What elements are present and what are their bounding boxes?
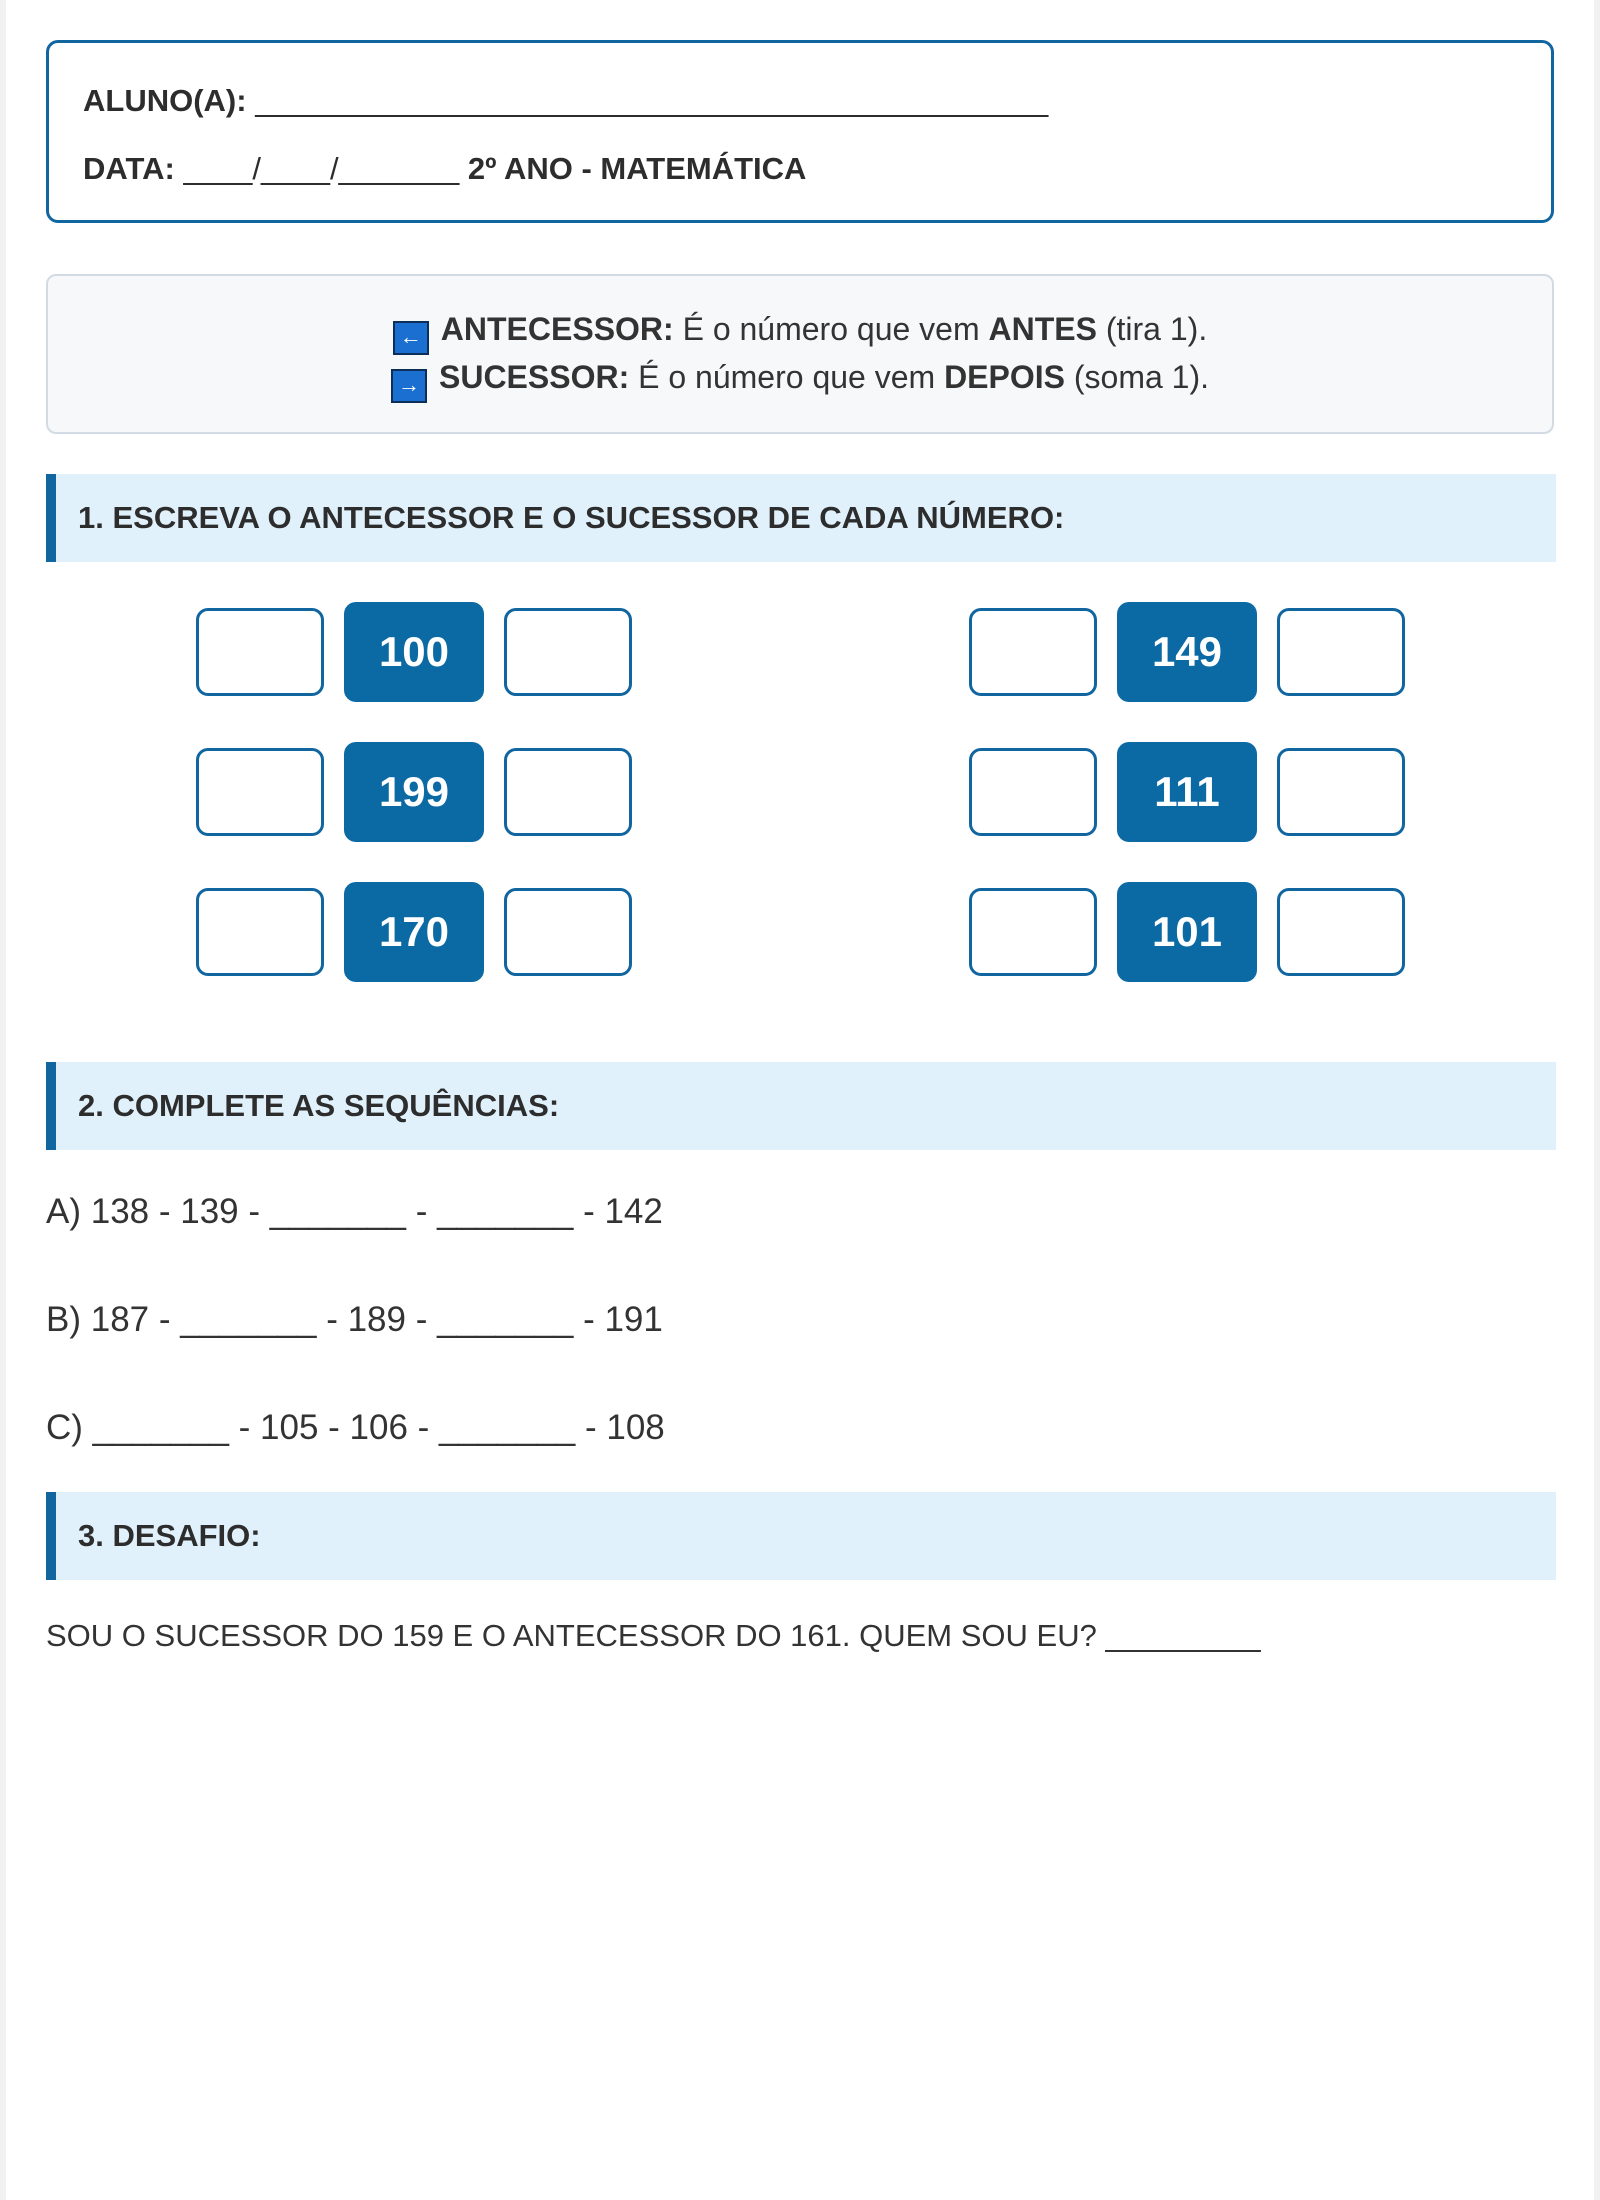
- antecessor-answer-box[interactable]: [196, 748, 324, 836]
- number-box: 100: [344, 602, 484, 702]
- sucessor-term: SUCESSOR:: [438, 359, 630, 395]
- student-name-field[interactable]: ______________________________________________: [255, 83, 1049, 118]
- number-box: 101: [1117, 882, 1257, 982]
- student-label: ALUNO(A):: [83, 83, 247, 118]
- sequence-c[interactable]: C) _______ - 105 - 106 - _______ - 108: [46, 1408, 665, 1447]
- number-box: 111: [1117, 742, 1257, 842]
- challenge-question[interactable]: SOU O SUCESSOR DO 159 E O ANTECESSOR DO 161. QUEM SOU EU? _________: [46, 1618, 1261, 1653]
- number-box: 149: [1117, 602, 1257, 702]
- antecessor-term: ANTECESSOR:: [440, 311, 674, 347]
- number-box: 170: [344, 882, 484, 982]
- sequence-a[interactable]: A) 138 - 139 - _______ - _______ - 142: [46, 1192, 663, 1231]
- section1-title: 1. ESCREVA O ANTECESSOR E O SUCESSOR DE CADA NÚMERO:: [78, 500, 1065, 535]
- sucessor-answer-box[interactable]: [504, 888, 632, 976]
- sucessor-definition: [48, 359, 1552, 403]
- section2-title: 2. COMPLETE AS SEQUÊNCIAS:: [78, 1088, 560, 1123]
- sucessor-emphasis: DEPOIS: [944, 359, 1065, 395]
- antecessor-answer-box[interactable]: [969, 888, 1097, 976]
- section3-title: 3. DESAFIO:: [78, 1518, 261, 1553]
- date-label: DATA:: [83, 151, 175, 186]
- section1-header: [46, 474, 1556, 562]
- grade-subject: 2º ANO - MATEMÁTICA: [467, 151, 807, 186]
- antecessor-answer-box[interactable]: [196, 888, 324, 976]
- antecessor-answer-box[interactable]: [969, 608, 1097, 696]
- antecessor-definition: [48, 311, 1552, 355]
- sucessor-text: É o número que vem: [638, 359, 936, 395]
- left-arrow-icon: ←: [393, 321, 429, 355]
- antecessor-answer-box[interactable]: [196, 608, 324, 696]
- sucessor-answer-box[interactable]: [1277, 608, 1405, 696]
- antecessor-answer-box[interactable]: [969, 748, 1097, 836]
- sucessor-answer-box[interactable]: [1277, 888, 1405, 976]
- antecessor-text: É o número que vem: [682, 311, 980, 347]
- sucessor-answer-box[interactable]: [1277, 748, 1405, 836]
- sucessor-answer-box[interactable]: [504, 748, 632, 836]
- right-arrow-icon: →: [391, 369, 427, 403]
- definitions-box: [46, 274, 1554, 434]
- sucessor-answer-box[interactable]: [504, 608, 632, 696]
- section3-header: [46, 1492, 1556, 1580]
- sequence-b[interactable]: B) 187 - _______ - 189 - _______ - 191: [46, 1300, 663, 1339]
- date-field[interactable]: ____/____/_______: [183, 151, 460, 186]
- antecessor-note: (tira 1).: [1105, 311, 1208, 347]
- number-box: 199: [344, 742, 484, 842]
- student-header: [46, 40, 1554, 223]
- sucessor-note: (soma 1).: [1073, 359, 1210, 395]
- student-name-line: [83, 83, 1048, 119]
- date-line: [83, 151, 806, 187]
- worksheet-page: [6, 0, 1594, 2200]
- section2-header: [46, 1062, 1556, 1150]
- antecessor-emphasis: ANTES: [988, 311, 1097, 347]
